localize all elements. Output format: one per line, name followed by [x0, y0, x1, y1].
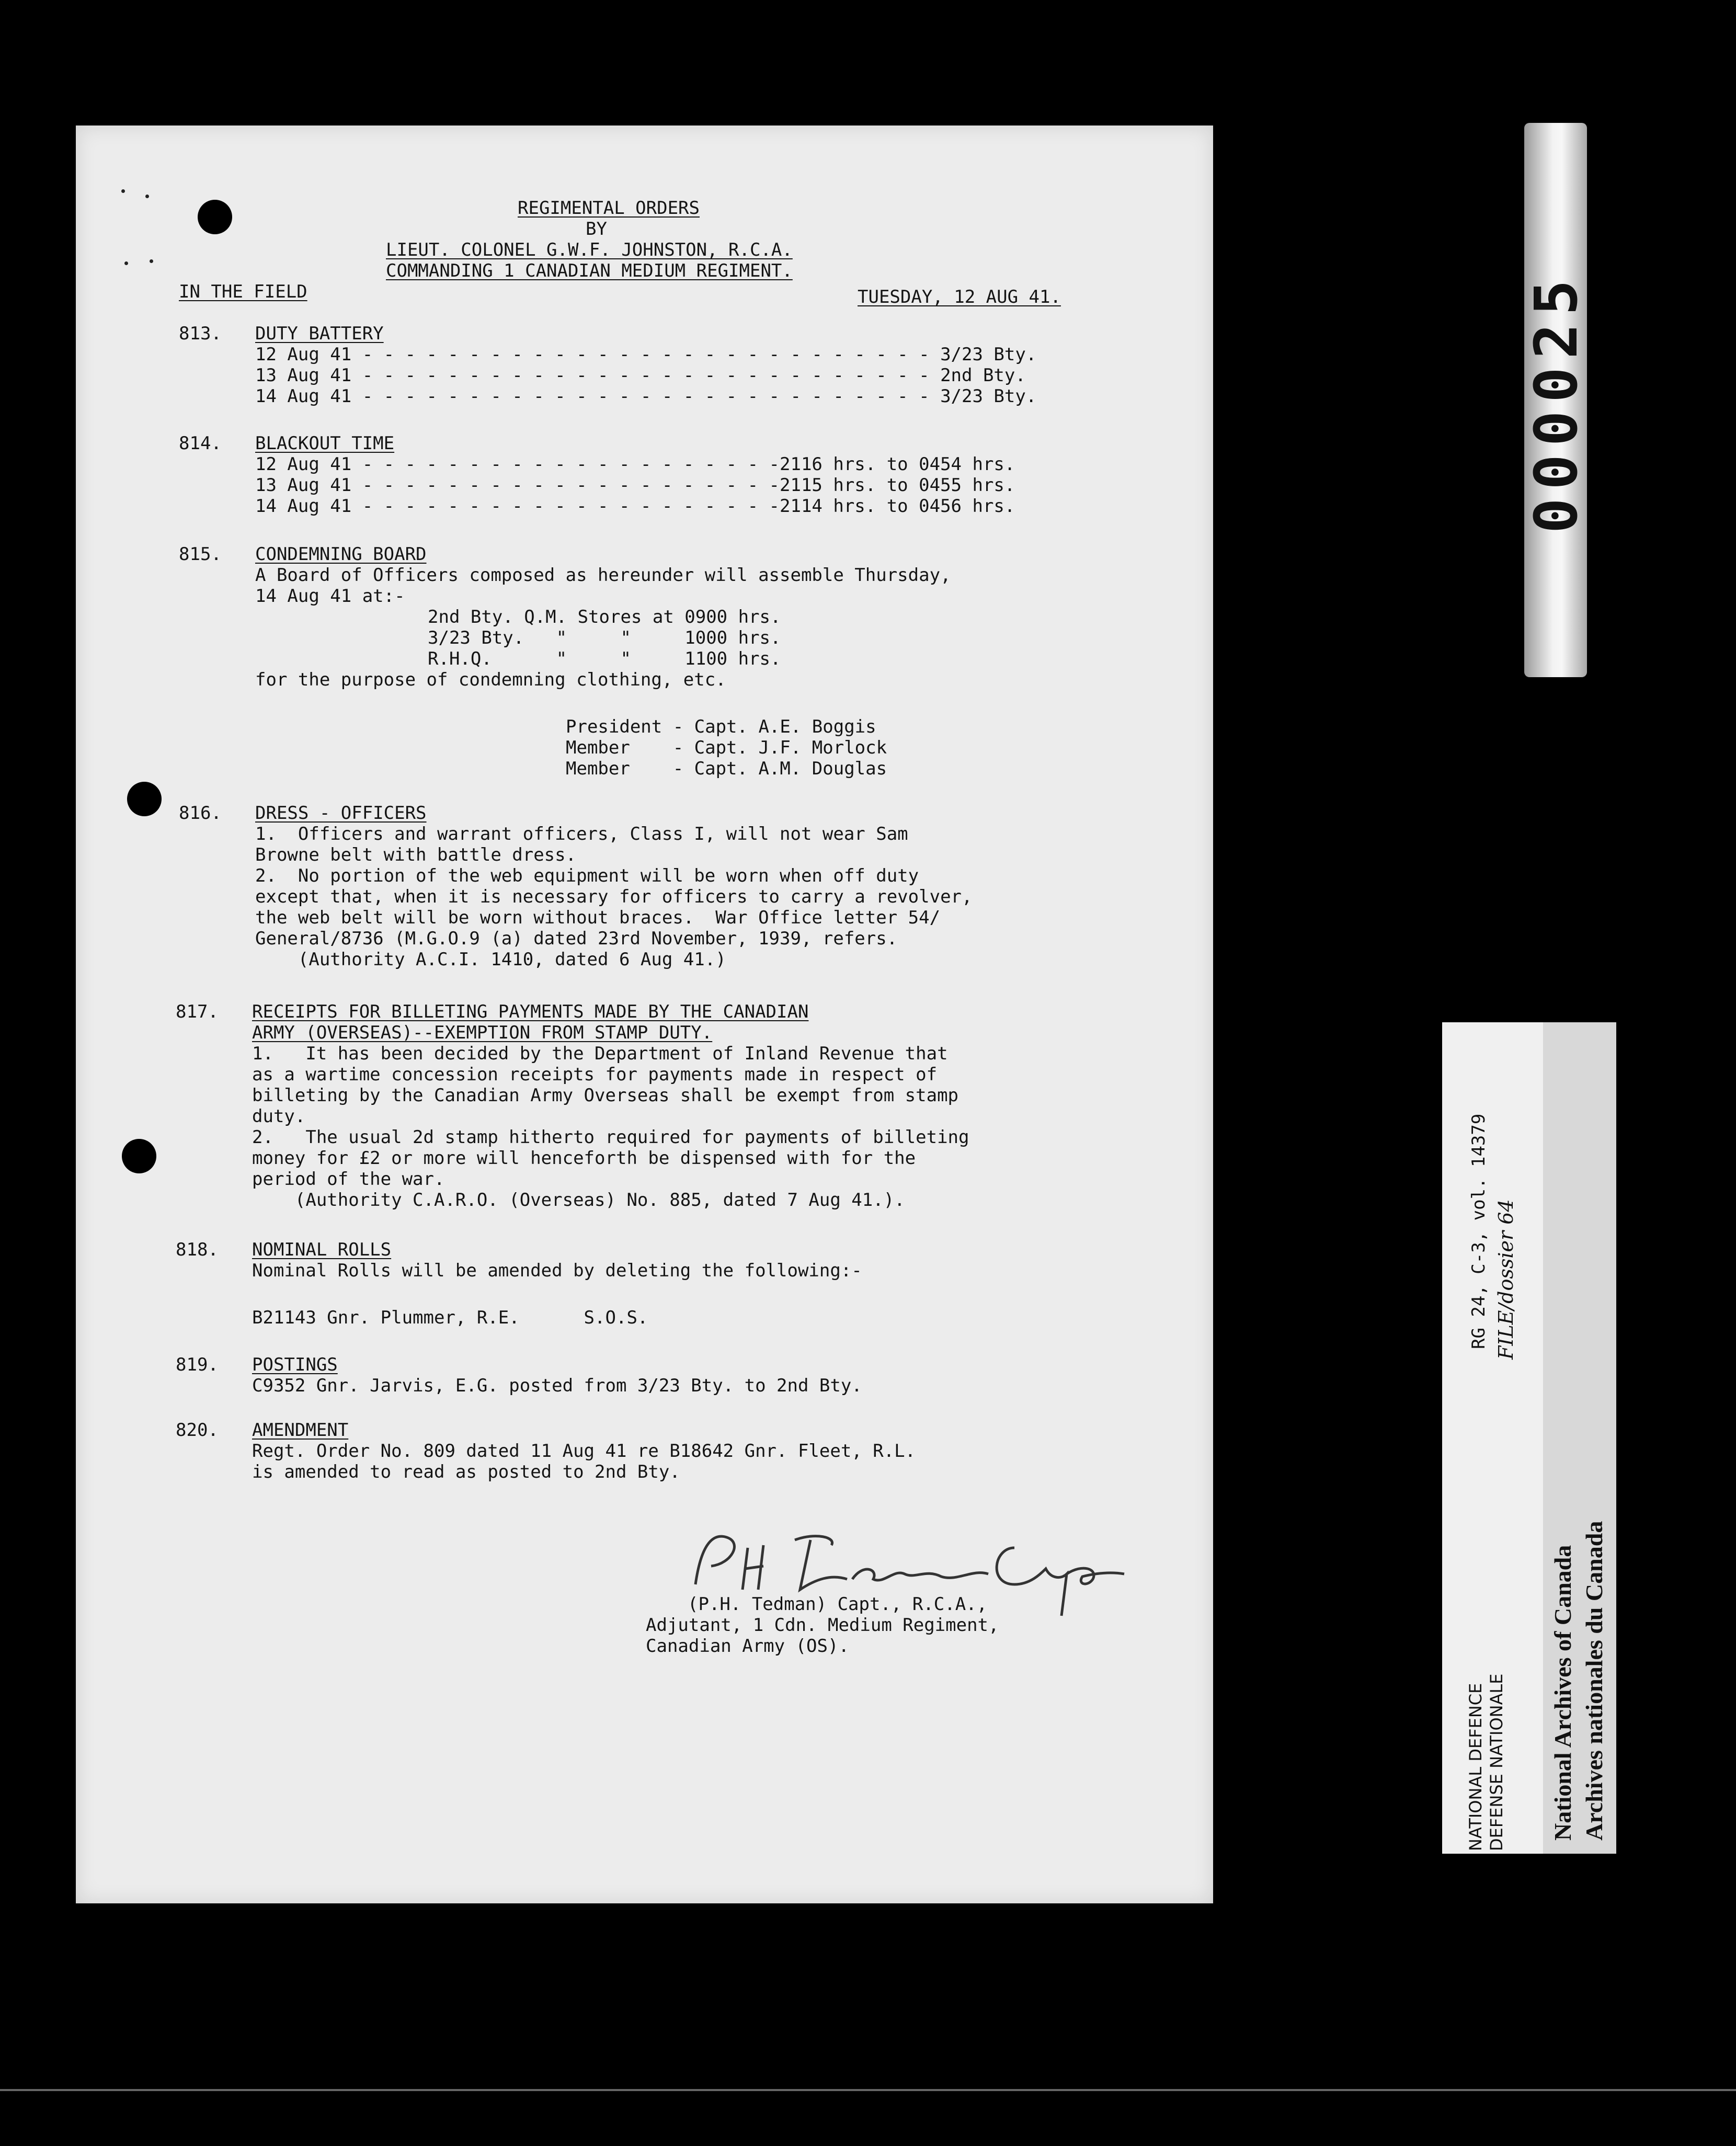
order-text: 1. Officers and warrant officers, Class I, will not wear Sam — [255, 824, 908, 844]
order-text: the web belt will be worn without braces. War Office letter 54/ — [255, 907, 941, 928]
order-heading: AMENDMENT — [252, 1420, 349, 1441]
archives-label-fr: Archives nationales du Canada — [1581, 1521, 1607, 1841]
signature-name: (P.H. Tedman) Capt., R.C.A., — [688, 1594, 988, 1615]
duty-row: 12 Aug 41 - - - - - - - - - - - - - - - - - - - - - - - - - - - 3/23 Bty. — [255, 344, 1037, 365]
punch-hole — [122, 1139, 156, 1173]
order-text: Nominal Rolls will be amended by deleting the following:- — [252, 1260, 862, 1281]
signature-title: Adjutant, 1 Cdn. Medium Regiment, — [646, 1615, 999, 1636]
order-number: 813. — [179, 323, 222, 344]
commander-name: LIEUT. COLONEL G.W.F. JOHNSTON, R.C.A. — [386, 239, 793, 260]
order-number: 818. — [176, 1239, 219, 1260]
blackout-row: 12 Aug 41 - - - - - - - - - - - - - - - - - - - -2116 hrs. to 0454 hrs. — [255, 454, 1015, 475]
board-member: Member - Capt. A.M. Douglas — [566, 758, 887, 779]
punch-hole — [127, 782, 162, 816]
blackout-row: 14 Aug 41 - - - - - - - - - - - - - - - - - - - -2114 hrs. to 0456 hrs. — [255, 496, 1015, 517]
speck — [121, 189, 125, 193]
schedule-row: R.H.Q. " " 1100 hrs. — [428, 648, 781, 669]
order-heading: RECEIPTS FOR BILLETING PAYMENTS MADE BY THE CANADIAN — [252, 1001, 809, 1022]
order-text: period of the war. — [252, 1169, 445, 1190]
document-title: REGIMENTAL ORDERS — [518, 198, 700, 219]
order-text: 1. It has been decided by the Department of Inland Revenue that — [252, 1043, 948, 1064]
order-text: 2. The usual 2d stamp hitherto required for payments of billeting — [252, 1127, 969, 1148]
duty-row: 14 Aug 41 - - - - - - - - - - - - - - - - - - - - - - - - - - - 3/23 Bty. — [255, 386, 1037, 407]
archive-reference: RG 24, C-3, vol. 14379 — [1468, 1113, 1489, 1349]
order-number: 819. — [176, 1354, 219, 1375]
order-number: 814. — [179, 433, 222, 454]
order-authority: (Authority A.C.I. 1410, dated 6 Aug 41.) — [255, 949, 726, 970]
signature-unit: Canadian Army (OS). — [646, 1636, 849, 1657]
order-text: Regt. Order No. 809 dated 11 Aug 41 re B18642 Gnr. Fleet, R.L. — [252, 1441, 916, 1462]
order-heading: DUTY BATTERY — [255, 323, 384, 344]
order-authority: (Authority C.A.R.O. (Overseas) No. 885, dated 7 Aug 41.). — [252, 1190, 905, 1211]
order-heading: ARMY (OVERSEAS)--EXEMPTION FROM STAMP DUTY. — [252, 1022, 713, 1043]
order-text: General/8736 (M.G.O.9 (a) dated 23rd November, 1939, refers. — [255, 928, 898, 949]
command-line: COMMANDING 1 CANADIAN MEDIUM REGIMENT. — [386, 260, 793, 281]
speck — [145, 195, 149, 198]
order-text: A Board of Officers composed as hereunder will assemble Thursday, — [255, 565, 951, 586]
board-member: Member - Capt. J.F. Morlock — [566, 737, 887, 758]
order-date: TUESDAY, 12 AUG 41. — [858, 287, 1061, 307]
blackout-row: 13 Aug 41 - - - - - - - - - - - - - - - - - - - -2115 hrs. to 0455 hrs. — [255, 475, 1015, 496]
defence-label-en: NATIONAL DEFENCE — [1466, 1683, 1486, 1851]
order-text: as a wartime concession receipts for payments made in respect of — [252, 1064, 938, 1085]
schedule-row: 3/23 Bty. " " 1000 hrs. — [428, 627, 781, 648]
order-text: except that, when it is necessary for officers to carry a revolver, — [255, 886, 973, 907]
film-edge-line — [0, 2089, 1736, 2091]
order-text: 14 Aug 41 at:- — [255, 586, 405, 607]
speck — [150, 259, 153, 263]
order-heading: BLACKOUT TIME — [255, 433, 395, 454]
frame-number: 000025 — [1523, 271, 1591, 534]
location: IN THE FIELD — [179, 281, 307, 302]
archives-label-en: National Archives of Canada — [1549, 1545, 1576, 1841]
order-text: is amended to read as posted to 2nd Bty. — [252, 1462, 680, 1482]
duty-row: 13 Aug 41 - - - - - - - - - - - - - - - - - - - - - - - - - - - 2nd Bty. — [255, 365, 1026, 386]
order-number: 820. — [176, 1420, 219, 1441]
order-heading: POSTINGS — [252, 1354, 338, 1375]
order-number: 816. — [179, 803, 222, 824]
order-heading: NOMINAL ROLLS — [252, 1239, 392, 1260]
order-text: money for £2 or more will henceforth be dispensed with for the — [252, 1148, 916, 1169]
roll-entry: B21143 Gnr. Plummer, R.E. S.O.S. — [252, 1307, 648, 1328]
order-text: for the purpose of condemning clothing, etc. — [255, 669, 726, 690]
order-number: 815. — [179, 544, 222, 565]
order-heading: CONDEMNING BOARD — [255, 544, 427, 565]
order-text: Browne belt with battle dress. — [255, 844, 577, 865]
order-text: 2. No portion of the web equipment will be worn when off duty — [255, 865, 919, 886]
archive-file: FILE/dossier 64 — [1494, 1199, 1517, 1360]
board-member: President - Capt. A.E. Boggis — [566, 716, 876, 737]
order-text: billeting by the Canadian Army Overseas shall be exempt from stamp — [252, 1085, 959, 1106]
order-text: C9352 Gnr. Jarvis, E.G. posted from 3/23 Bty. to 2nd Bty. — [252, 1375, 862, 1396]
order-heading: DRESS - OFFICERS — [255, 803, 427, 824]
defence-label-fr: DEFENSE NATIONALE — [1487, 1673, 1506, 1851]
order-text: duty. — [252, 1106, 306, 1127]
schedule-row: 2nd Bty. Q.M. Stores at 0900 hrs. — [428, 607, 781, 627]
order-number: 817. — [176, 1001, 219, 1022]
speck — [124, 261, 128, 265]
punch-hole — [198, 200, 232, 234]
document-by: BY — [586, 219, 607, 239]
